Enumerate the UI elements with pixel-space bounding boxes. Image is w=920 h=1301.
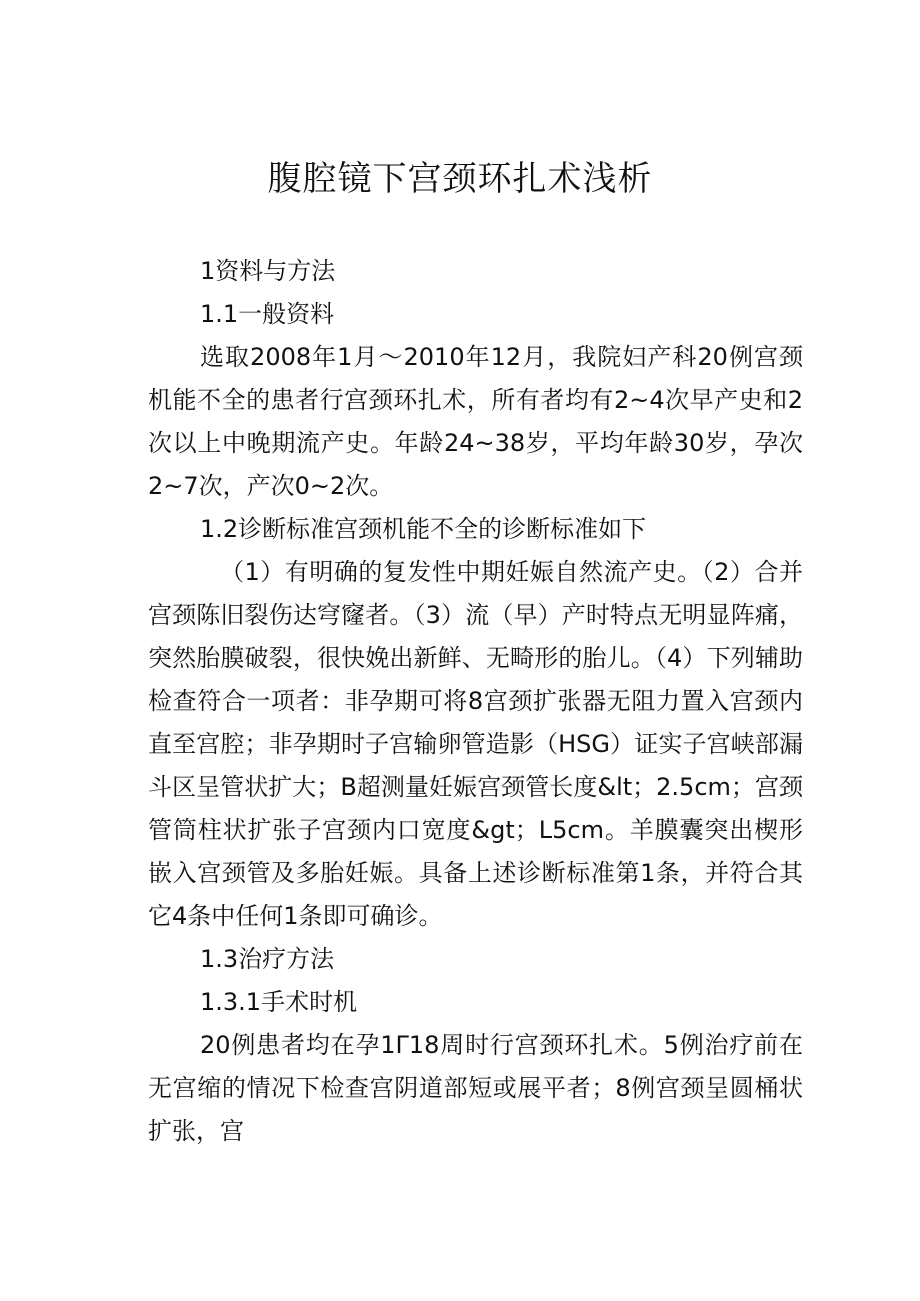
subsection-heading-1-2: 1.2诊断标准宫颈机能不全的诊断标准如下 [200,515,647,543]
section-heading-1: 1资料与方法 [200,257,336,285]
subsection-heading-1-1: 1.1一般资料 [200,300,335,328]
document-body [148,250,803,1153]
document-title: 腹腔镜下宫颈环扎术浅析 [267,159,653,199]
paragraph-diagnostic-criteria: （1）有明确的复发性中期妊娠自然流产史。（2）合并宫颈陈旧裂伤达穹窿者。（3）流（早）产时特点无明显阵痛，突然胎膜破裂，很快娩出新鲜、无畸形的胎儿。（4）下列辅助检查符合一项者：非孕期可将8宫颈扩张器无阻力置入宫颈内直至宫腔；非孕期时子宫输卵管造影（HSG）证实子宫峡部漏斗区呈管状扩大；B超测量妊娠宫颈管长度&lt；2.5cm；宫颈管筒柱状扩张子宫颈内口宽度&gt；L5cm。羊膜囊突出楔形嵌入宫颈管及多胎妊娠。具备上述诊断标准第1条，并符合其它4条中任何1条即可确诊。 [148,558,803,930]
paragraph-general-data: 选取2008年1月～2010年12月，我院妇产科20例宫颈机能不全的患者行宫颈环扎术，所有者均有2~4次早产史和2次以上中晚期流产史。年龄24~38岁，平均年龄30岁，孕次2~7次，产次0~2次。 [148,343,803,500]
subsection-heading-1-3: 1.3治疗方法 [200,945,335,973]
subsection-heading-1-3-1: 1.3.1手术时机 [200,988,358,1016]
paragraph-surgery-timing: 20例患者均在孕1Γ18周时行宫颈环扎术。5例治疗前在无宫缩的情况下检查宫阴道部短或展平者；8例宫颈呈圆桶状扩张，宫 [148,1031,803,1145]
